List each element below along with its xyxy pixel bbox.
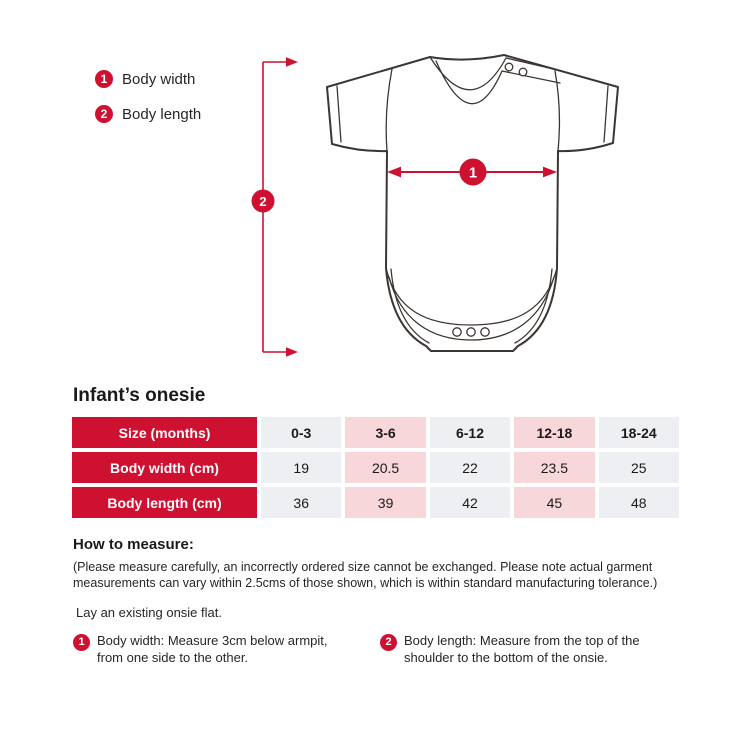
measurement-note [73, 559, 685, 591]
onesie-diagram [240, 38, 660, 383]
legend-item-body-width [95, 70, 201, 88]
table-cell: 48 [599, 487, 679, 518]
legend-label: Body width [122, 70, 196, 88]
step-text: Body width: Measure 3cm below armpit, from one side to the other. [97, 633, 328, 665]
table-cell: 39 [345, 487, 425, 518]
size-table [72, 417, 679, 518]
row-label-body-width: Body width (cm) [72, 452, 257, 483]
note-line: measurements can vary within 2.5cms of those shown, which is within standard manufacturing tolerance.) [73, 576, 658, 590]
size-column-header: 0-3 [261, 417, 341, 448]
crotch-snap-icon [481, 328, 489, 336]
number-1-badge: 1 [95, 70, 113, 88]
how-to-measure-section [73, 536, 685, 666]
number-2-badge: 2 [95, 105, 113, 123]
step-body-length [380, 633, 685, 666]
shoulder-snap-icon [519, 68, 527, 76]
table-cell: 45 [514, 487, 594, 518]
crotch-snap-icon [467, 328, 475, 336]
step-body-width [73, 633, 380, 666]
size-column-header: 3-6 [345, 417, 425, 448]
arrow-head-icon [286, 347, 298, 357]
legend-label: Body length [122, 105, 202, 123]
measure-steps [73, 633, 685, 666]
number-1-badge: 1 [73, 634, 90, 651]
size-header-label: Size (months) [72, 417, 257, 448]
legend-item-body-length [95, 105, 201, 123]
note-line: (Please measure carefully, an incorrectly ordered size cannot be exchanged. Please note actual garment [73, 560, 653, 574]
measurement-legend [95, 70, 201, 140]
table-cell: 36 [261, 487, 341, 518]
arrow-head-icon [286, 57, 298, 67]
size-chart-title: Infant’s onesie [73, 385, 206, 406]
table-cell: 42 [430, 487, 510, 518]
onesie-outline [327, 55, 618, 351]
how-to-measure-heading: How to measure: [73, 536, 194, 553]
width-marker-number: 1 [468, 164, 478, 182]
table-cell: 20.5 [345, 452, 425, 483]
number-2-badge: 2 [380, 634, 397, 651]
size-column-header: 18-24 [599, 417, 679, 448]
table-cell: 22 [430, 452, 510, 483]
lay-flat-instruction: Lay an existing onsie flat. [76, 605, 222, 620]
length-marker-number: 2 [259, 193, 267, 209]
size-column-header: 6-12 [430, 417, 510, 448]
row-label-body-length: Body length (cm) [72, 487, 257, 518]
step-text: Body length: Measure from the top of the shoulder to the bottom of the onsie. [404, 633, 640, 665]
table-cell: 25 [599, 452, 679, 483]
table-cell: 19 [261, 452, 341, 483]
crotch-snap-icon [453, 328, 461, 336]
table-cell: 23.5 [514, 452, 594, 483]
size-column-header: 12-18 [514, 417, 594, 448]
shoulder-snap-icon [505, 63, 513, 71]
